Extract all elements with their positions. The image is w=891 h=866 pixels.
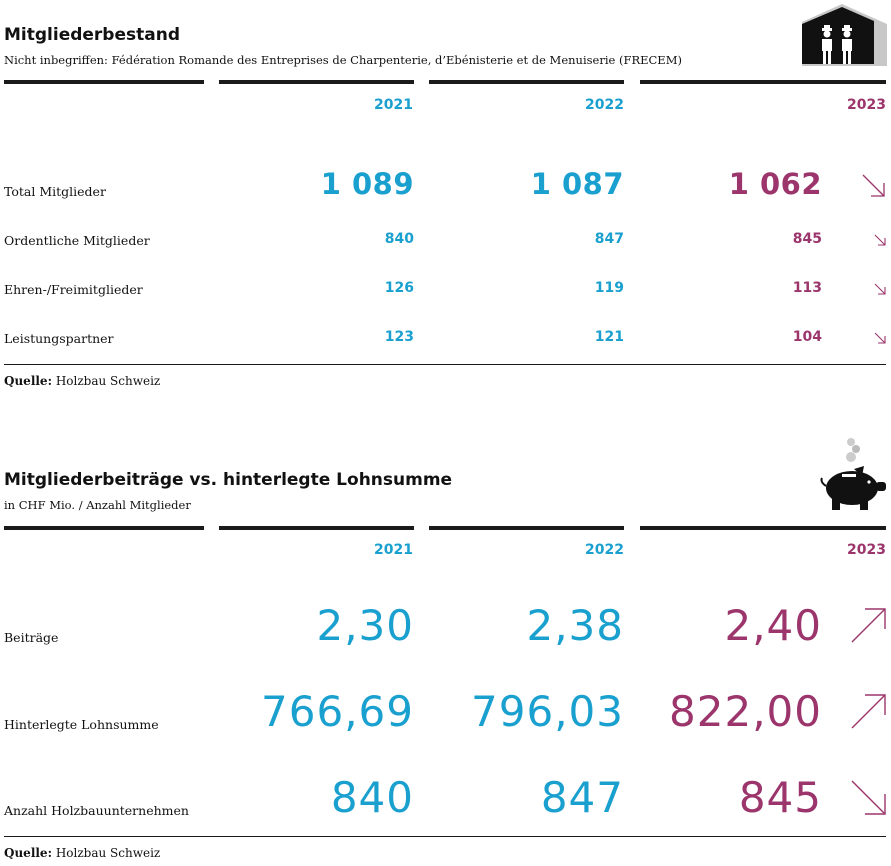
column-rule-2022 bbox=[429, 526, 624, 530]
value-ordentliche-2021: 840 bbox=[384, 231, 414, 247]
row-label-beitraege: Beiträge bbox=[4, 630, 59, 645]
value-beitraege-2021: 2,30 bbox=[316, 601, 414, 650]
trend-up-arrow-icon bbox=[851, 608, 886, 643]
column-rule-2021 bbox=[219, 80, 414, 84]
column-rule-label bbox=[4, 80, 204, 84]
row-label-ehren-freimitglieder: Ehren-/Freimitglieder bbox=[4, 282, 143, 297]
value-beitraege-2022: 2,38 bbox=[526, 601, 624, 650]
row-label-anzahl-holzbauunternehmen: Anzahl Holzbauunternehmen bbox=[4, 803, 189, 818]
year-2022: 2022 bbox=[585, 542, 624, 558]
value-anzahl-2022: 847 bbox=[540, 773, 624, 822]
year-2023: 2023 bbox=[847, 542, 886, 558]
house-with-people-icon bbox=[802, 4, 887, 66]
section2-subtitle: in CHF Mio. / Anzahl Mitglieder bbox=[4, 498, 191, 512]
value-ehren-2022: 119 bbox=[594, 280, 624, 296]
value-leistungspartner-2021: 123 bbox=[384, 329, 414, 345]
source-note: Quelle: Holzbau Schweiz bbox=[4, 374, 161, 388]
table-bottom-rule bbox=[4, 836, 886, 837]
source-note: Quelle: Holzbau Schweiz bbox=[4, 846, 161, 860]
value-ehren-2021: 126 bbox=[384, 280, 414, 296]
year-2021: 2021 bbox=[374, 97, 413, 113]
section1-subtitle: Nicht inbegriffen: Fédération Romande des Entreprises de Charpenterie, d’Ebénisterie et de Menuiserie (FRECEM) bbox=[4, 53, 682, 67]
value-total-2023: 1 062 bbox=[728, 167, 822, 201]
value-anzahl-2023: 845 bbox=[738, 773, 822, 822]
year-2023: 2023 bbox=[847, 97, 886, 113]
table-bottom-rule bbox=[4, 364, 886, 365]
value-total-2021: 1 089 bbox=[320, 167, 414, 201]
column-rule-2023 bbox=[640, 80, 886, 84]
year-2021: 2021 bbox=[374, 542, 413, 558]
year-2022: 2022 bbox=[585, 97, 624, 113]
trend-up-arrow-icon bbox=[851, 694, 886, 729]
value-ehren-2023: 113 bbox=[792, 280, 822, 296]
value-anzahl-2021: 840 bbox=[330, 773, 414, 822]
value-ordentliche-2023: 845 bbox=[792, 231, 822, 247]
row-label-ordentliche-mitglieder: Ordentliche Mitglieder bbox=[4, 233, 150, 248]
column-rule-label bbox=[4, 526, 204, 530]
section2-title: Mitgliederbeiträge vs. hinterlegte Lohnsumme bbox=[4, 470, 453, 490]
value-lohnsumme-2021: 766,69 bbox=[261, 687, 414, 736]
trend-down-arrow-icon bbox=[851, 780, 886, 815]
row-label-leistungspartner: Leistungspartner bbox=[4, 331, 114, 346]
row-label-hinterlegte-lohnsumme: Hinterlegte Lohnsumme bbox=[4, 717, 159, 732]
value-leistungspartner-2023: 104 bbox=[792, 329, 822, 345]
value-leistungspartner-2022: 121 bbox=[594, 329, 624, 345]
piggy-bank-icon bbox=[820, 436, 888, 512]
value-beitraege-2023: 2,40 bbox=[724, 601, 822, 650]
value-ordentliche-2022: 847 bbox=[594, 231, 624, 247]
value-total-2022: 1 087 bbox=[530, 167, 624, 201]
section1-title: Mitgliederbestand bbox=[4, 25, 180, 45]
trend-down-arrow-icon bbox=[862, 174, 886, 198]
trend-down-arrow-icon bbox=[874, 283, 886, 295]
column-rule-2022 bbox=[429, 80, 624, 84]
column-rule-2023 bbox=[640, 526, 886, 530]
row-label-total-mitglieder: Total Mitglieder bbox=[4, 184, 106, 199]
trend-down-arrow-icon bbox=[874, 332, 886, 344]
value-lohnsumme-2022: 796,03 bbox=[471, 687, 624, 736]
trend-down-arrow-icon bbox=[874, 234, 886, 246]
value-lohnsumme-2023: 822,00 bbox=[669, 687, 822, 736]
column-rule-2021 bbox=[219, 526, 414, 530]
